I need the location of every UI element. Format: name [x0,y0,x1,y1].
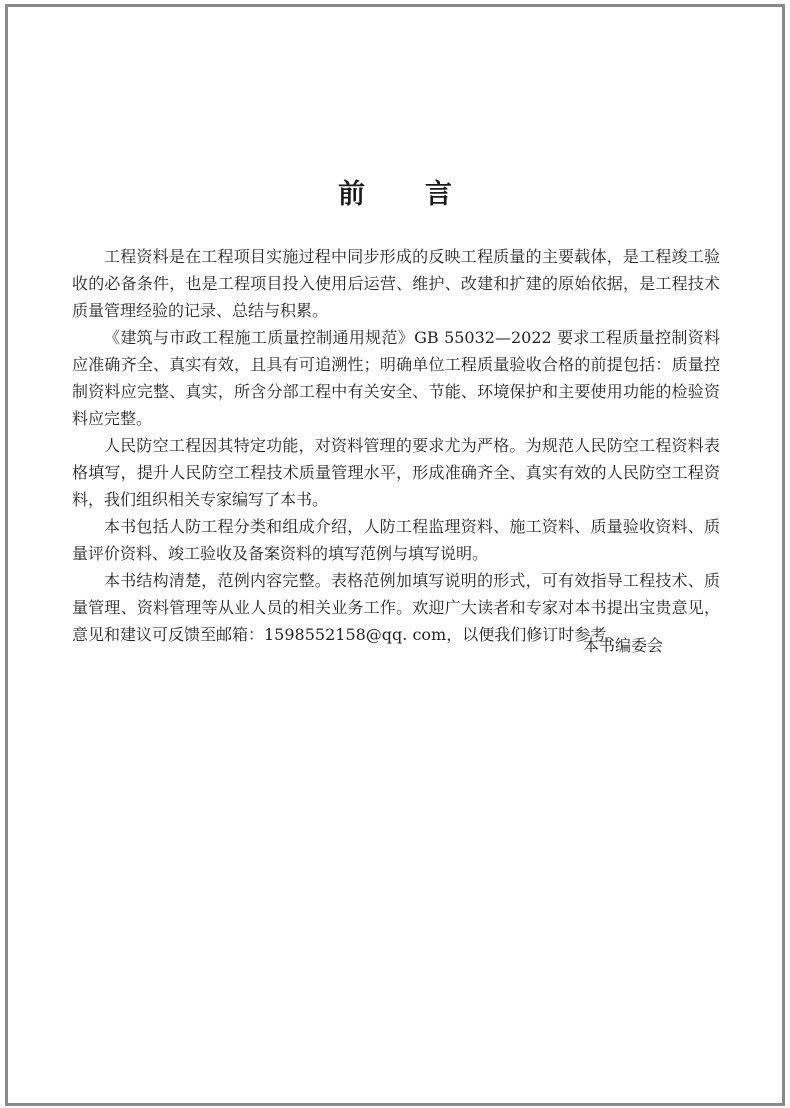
page-title [0,172,790,211]
title-char-1: 前 [338,179,365,210]
paragraph-3: 人民防空工程因其特定功能，对资料管理的要求尤为严格。为规范人民防空工程资料表格填写，提升人民防空工程技术质量管理水平，形成准确齐全、真实有效的人民防空工程资料，我们组织相关专家编写了本书。 [72,436,720,509]
paragraph-2: 《建筑与市政工程施工质量控制通用规范》GB 55032—2022 要求工程质量控制资料应准确齐全、真实有效，且具有可追溯性；明确单位工程质量验收合格的前提包括：质量控制资料应完整、真实，所含分部工程中有关安全、节能、环境保护和主要使用功能的检验资料应完整。 [72,328,720,428]
preface-body [72,243,720,648]
paragraph-4: 本书包括人防工程分类和组成介绍，人防工程监理资料、施工资料、质量验收资料、质量评价资料、竣工验收及备案资料的填写范例与填写说明。 [72,517,720,563]
signature: 本书编委会 [583,636,664,655]
paragraph-5: 本书结构清楚，范例内容完整。表格范例加填写说明的形式，可有效指导工程技术、质量管理、资料管理等从业人员的相关业务工作。欢迎广大读者和专家对本书提出宝贵意见，意见和建议可反馈至邮箱：1598552158@qq. com，以便我们修订时参考。 [72,571,720,644]
paragraph-1: 工程资料是在工程项目实施过程中同步形成的反映工程质量的主要载体，是工程竣工验收的必备条件，也是工程项目投入使用后运营、维护、改建和扩建的原始依据，是工程技术质量管理经验的记录、总结与积累。 [72,247,720,320]
title-char-2: 言 [425,179,452,210]
